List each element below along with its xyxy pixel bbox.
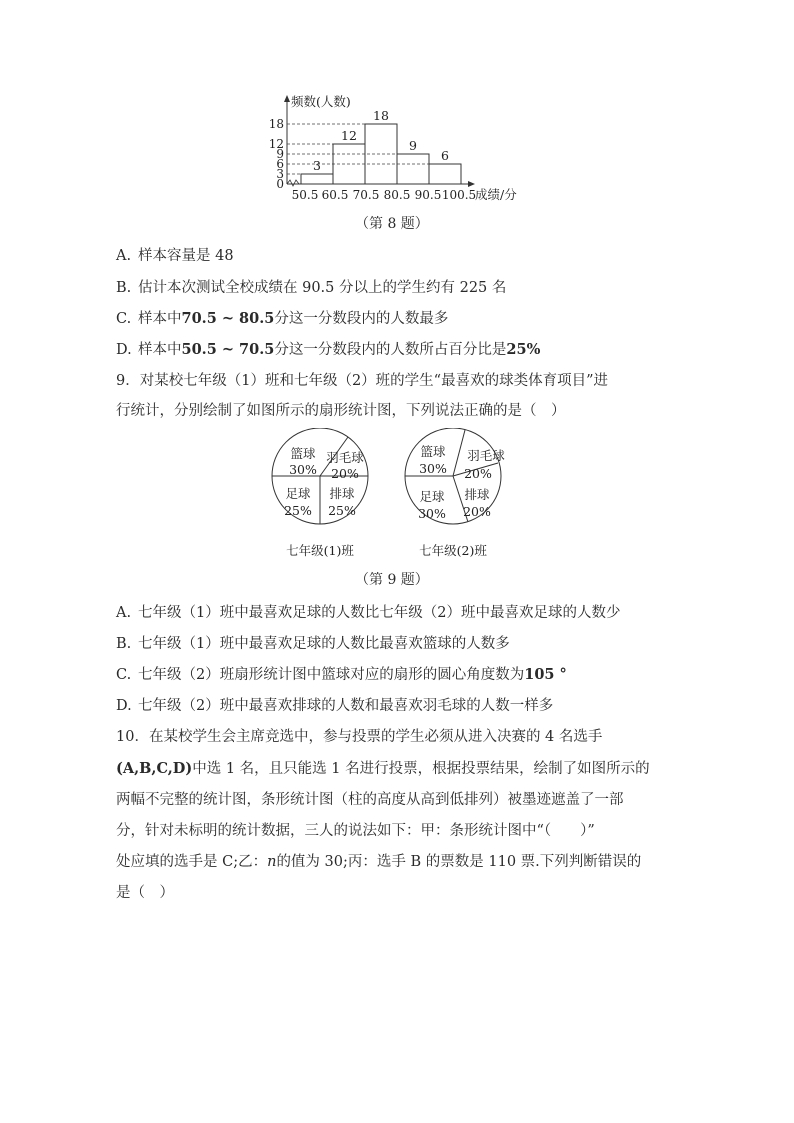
q8-option-a: A. 样本容量是 48 [116,248,234,264]
pie2-title: 七年级(2)班 [419,543,487,558]
q8-caption: （第 8 题） [355,216,429,232]
q9-option-b: B. 七年级（1）班中最喜欢足球的人数比最喜欢篮球的人数多 [116,636,510,652]
hist-ytick: 12 [268,137,284,151]
hist-xlabel: 成绩/分 [475,187,517,202]
pie2-label-name: 羽毛球 [467,448,505,463]
hist-xtick: 80.5 [383,188,411,202]
q10-line5: 处应填的选手是 C;乙：n的值为 30;丙：选手 B 的票数是 110 票.下列判断错误的 [116,854,642,870]
hist-bar-label: 3 [313,158,321,173]
pie1-label-pct: 20% [331,466,359,481]
hist-xtick: 90.5 [414,188,442,202]
pie1-label-pct: 25% [284,503,312,518]
q10-line6: 是（ ） [116,885,174,901]
pie2-label-name: 足球 [419,489,445,504]
hist-bar-label: 18 [373,108,389,123]
hist-bar [429,164,461,184]
q8-histogram [265,92,535,207]
hist-xtick: 50.5 [291,188,319,202]
pie2-label-name: 篮球 [420,444,446,459]
pie2-label-pct: 20% [463,504,491,519]
hist-xtick: 70.5 [352,188,380,202]
hist-bar-label: 9 [409,138,417,153]
hist-bar-label: 12 [341,128,357,143]
q9-pie-charts [270,428,530,563]
hist-ytick: 18 [268,117,284,131]
pie1-label-name: 羽毛球 [326,450,364,465]
pie1-label-pct: 25% [328,503,356,518]
q10-line2: (A,B,C,D)中选 1 名，且只能选 1 名进行投票，根据投票结果，绘制了如图所示的 [116,760,650,777]
pie1-label-name: 篮球 [290,446,316,461]
hist-ytick: 0 [276,177,284,191]
q9-option-a: A. 七年级（1）班中最喜欢足球的人数比七年级（2）班中最喜欢足球的人数少 [116,605,621,621]
q8-option-c: C. 样本中70.5 ~ 80.5分这一分数段内的人数最多 [116,310,449,327]
hist-xtick: 60.5 [321,188,349,202]
q9-option-d: D. 七年级（2）班中最喜欢排球的人数和最喜欢羽毛球的人数一样多 [116,698,554,714]
hist-ytick: 3 [276,167,284,181]
hist-xtick: 100.5 [441,188,477,202]
q10-line1: 10．在某校学生会主席竞选中，参与投票的学生必须从进入决赛的 4 名选手 [116,729,603,745]
pie1-label-name: 足球 [285,486,311,501]
pie1-label-name: 排球 [329,486,355,501]
q8-option-b: B. 估计本次测试全校成绩在 90.5 分以上的学生约有 225 名 [116,280,507,296]
q9-caption: （第 9 题） [355,572,429,588]
hist-ytick: 6 [276,157,284,171]
hist-bar [301,174,333,184]
pie2-label-name: 排球 [464,487,490,502]
q9-stem-line2: 行统计，分别绘制了如图所示的扇形统计图，下列说法正确的是（ ） [116,403,566,419]
pie2-label-pct: 30% [418,506,446,521]
q8-option-d: D. 样本中50.5 ~ 70.5分这一分数段内的人数所占百分比是25% [116,341,541,358]
pie1-label-pct: 30% [289,462,317,477]
q9-option-c: C. 七年级（2）班扇形统计图中篮球对应的扇形的圆心角度数为105 ° [116,666,567,683]
q10-line4: 分，针对未标明的统计数据，三人的说法如下：甲：条形统计图中“（ ）” [116,823,595,839]
q9-stem-line1: 9．对某校七年级（1）班和七年级（2）班的学生“最喜欢的球类体育项目”进 [116,373,608,389]
q10-line3: 两幅不完整的统计图，条形统计图（柱的高度从高到低排列）被墨迹遮盖了一部 [116,792,624,808]
hist-bar [397,154,429,184]
pie1-title: 七年级(1)班 [286,543,354,558]
pie2-label-pct: 30% [419,461,447,476]
pie2-label-pct: 20% [464,466,492,481]
hist-ytick: 9 [276,147,284,161]
hist-bar-label: 6 [441,148,449,163]
hist-ylabel: 频数(人数) [291,94,351,109]
